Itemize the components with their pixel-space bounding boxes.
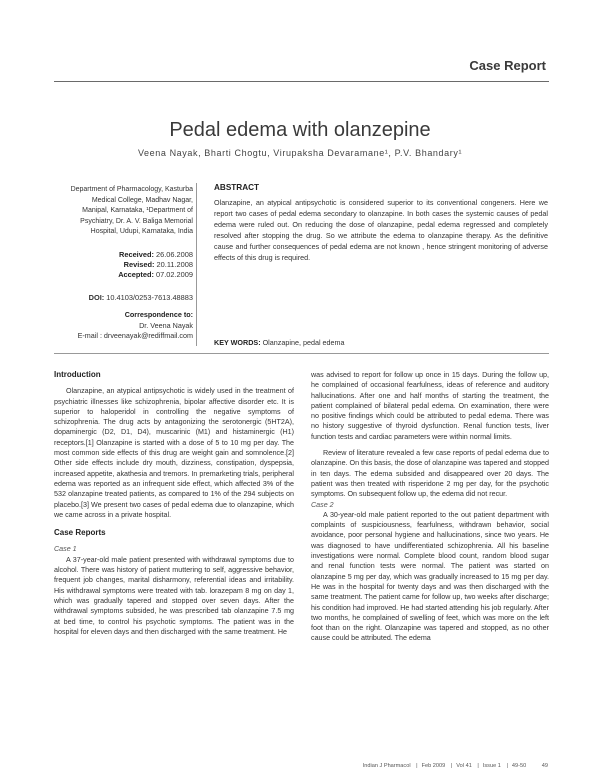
doi-value[interactable]: 10.4103/0253-7613.48883 xyxy=(106,293,193,302)
page-footer: Indian J Pharmacol | Feb 2009 | Vol 41 | Issue 1 | 49-50 49 xyxy=(362,763,548,769)
doi: DOI: 10.4103/0253-7613.48883 xyxy=(88,293,193,302)
section-label: Case Report xyxy=(469,58,546,73)
right-column xyxy=(311,370,549,644)
case1-continued: was advised to report for follow up once in 15 days. During the follow up, he complained of occasional fearfulness, ideas of reference and auditory hallucinations. After one and half months of starting the treatment, the patient complained of bilateral pedal edema. On examination, there were no positive findings which could be attributed to pedal edema. There was no history suggestive of thyroid dysfunction. Renal function tests, liver function tests and cardiac parameters were within normal limits. xyxy=(311,371,549,441)
article-dates xyxy=(56,250,193,280)
affiliation-line: Hospital, Udupi, Karnataka, India xyxy=(90,228,193,235)
intro-heading: Introduction xyxy=(54,370,101,379)
abstract-text: Olanzapine, an atypical antipsychotic is considered superior to its conventional congeners. Here we report two cases of pedal edema secondary to olanzapine. In both cases the systemic causes of pedal edema were ruled out. On reducing the dose of olanzapine, pedal edema regressed and completely resolved after stopping the drug. So we attribute the edema to olanzapine therapy. As the definitive cause and further consequences of pedal edema are not known , hence stringent monitoring of adverse effects of this drug is required. xyxy=(214,198,548,263)
review-paragraph: Review of literature revealed a few case reports of pedal edema due to olanzapine. On this basis, the dose of olanzapine was tapered and stopped in ten days. The edema subsided and disappeared over 20 days. The patient was then treated with risperidone 2 mg per day, for the psychotic symptoms. On subsequent follow up, the edema did not recur. xyxy=(311,449,549,499)
intro-paragraph: Olanzapine, an atypical antipsychotic is widely used in the treatment of psychiatric illnesses like schizophrenia, bipolar affective disorder etc. It is superior to haloperidol in controlling the negative symptoms of schizophrenia. The drug acts by antagonizing the serotonergic (5HT2A), dopaminergic (D2, D1, D4), muscarinic (M1) and histaminergic (H1) receptors.[1] Olanzapine is started with a dose of 5 to 10 mg per day. The most common side effects of this drug are weight gain and somnolence.[2] Other side effects include dry mouth, dizziness, constipation, dyspepsia, increased appetite, akathesia and tremors. In premarketing trials, peripheral edema was reported as an infrequent side effect, which affected 3% of the 532 olanzapine treated patients, as compared to 1% of the 294 subjects on placebo.[3] We present two cases of pedal edema due to olanzapine, which we came across in a private hospital. xyxy=(54,387,294,519)
correspondence xyxy=(56,310,193,342)
article-authors: Veena Nayak, Bharti Chogtu, Virupaksha Devaramane¹, P.V. Bhandary¹ xyxy=(137,148,463,158)
affiliation xyxy=(56,185,193,238)
header-rule xyxy=(54,81,549,82)
correspondence-label: Correspondence to: xyxy=(124,310,193,319)
revised-date: Revised: 20.11.2008 xyxy=(123,260,193,269)
abstract-heading: ABSTRACT xyxy=(214,183,260,192)
affiliation-line: Medical College, Madhav Nagar, xyxy=(91,196,193,204)
article-title: Pedal edema with olanzepine xyxy=(169,119,431,141)
keywords: KEY WORDS: Olanzapine, pedal edema xyxy=(214,338,345,347)
accepted-date: Accepted: 07.02.2009 xyxy=(118,270,193,279)
affiliation-line: Psychiatry, Dr. A. V. Baliga Memorial xyxy=(80,217,193,225)
case2-paragraph: A 30-year-old male patient reported to the out patient department with complaints of suspiciousness, fearfulness, withdrawn behavior, social avoidance, poor personal hygiene and hallucinations, since two years. He was diagnosed to have undifferentiated schizophrenia. All his baseline investigations were normal. Complete blood count, random blood sugar and renal function tests were normal. The patient was started on olanzapine 5 mg per day, which was gradually increased to 15 mg per day. He was in the hospital for twenty days and was then discharged with the same treatment. The patient came for follow up, two weeks after discharge; his condition had improved. He had started attending his job regularly. After two months, he complained of swelling of feet, which was more on the left foot than on the right. Olanzapine was tapered and stopped, as no other cause could be attributed. The edema xyxy=(311,510,549,643)
case1-paragraph: A 37-year-old male patient presented with withdrawal symptoms due to alcohol. There was history of patient muttering to self, aggressive behavior, frequent job changes, marital disharmony, referential ideas and irritability. His withdrawal symptoms were treated with tab. lorazepam 8 mg on day 1, which was gradually tapered and stopped over seven days. After the withdrawal symptoms subsided, he was prescribed tab olanzapine 7.5 mg at bed time, to control his psychotic symptoms. The patient was in the hospital for eleven days and then discharged with the same treatment. He xyxy=(54,555,294,636)
received-date: Received: 26.06.2008 xyxy=(119,250,193,259)
page-number: 49 xyxy=(541,763,548,769)
case1-label: Case 1 xyxy=(54,545,77,554)
correspondence-email[interactable]: E-mail : drveenayak@rediffmail.com xyxy=(77,331,193,340)
correspondence-name: Dr. Veena Nayak xyxy=(139,320,193,330)
affiliation-line: Department of Pharmacology, Kasturba xyxy=(70,186,193,193)
section-divider xyxy=(54,353,549,354)
case2-label: Case 2 xyxy=(311,500,334,509)
left-column xyxy=(54,370,294,637)
case-reports-heading: Case Reports xyxy=(54,528,106,538)
affiliation-line: Manipal, Karnataka, ¹Department of xyxy=(82,207,193,214)
